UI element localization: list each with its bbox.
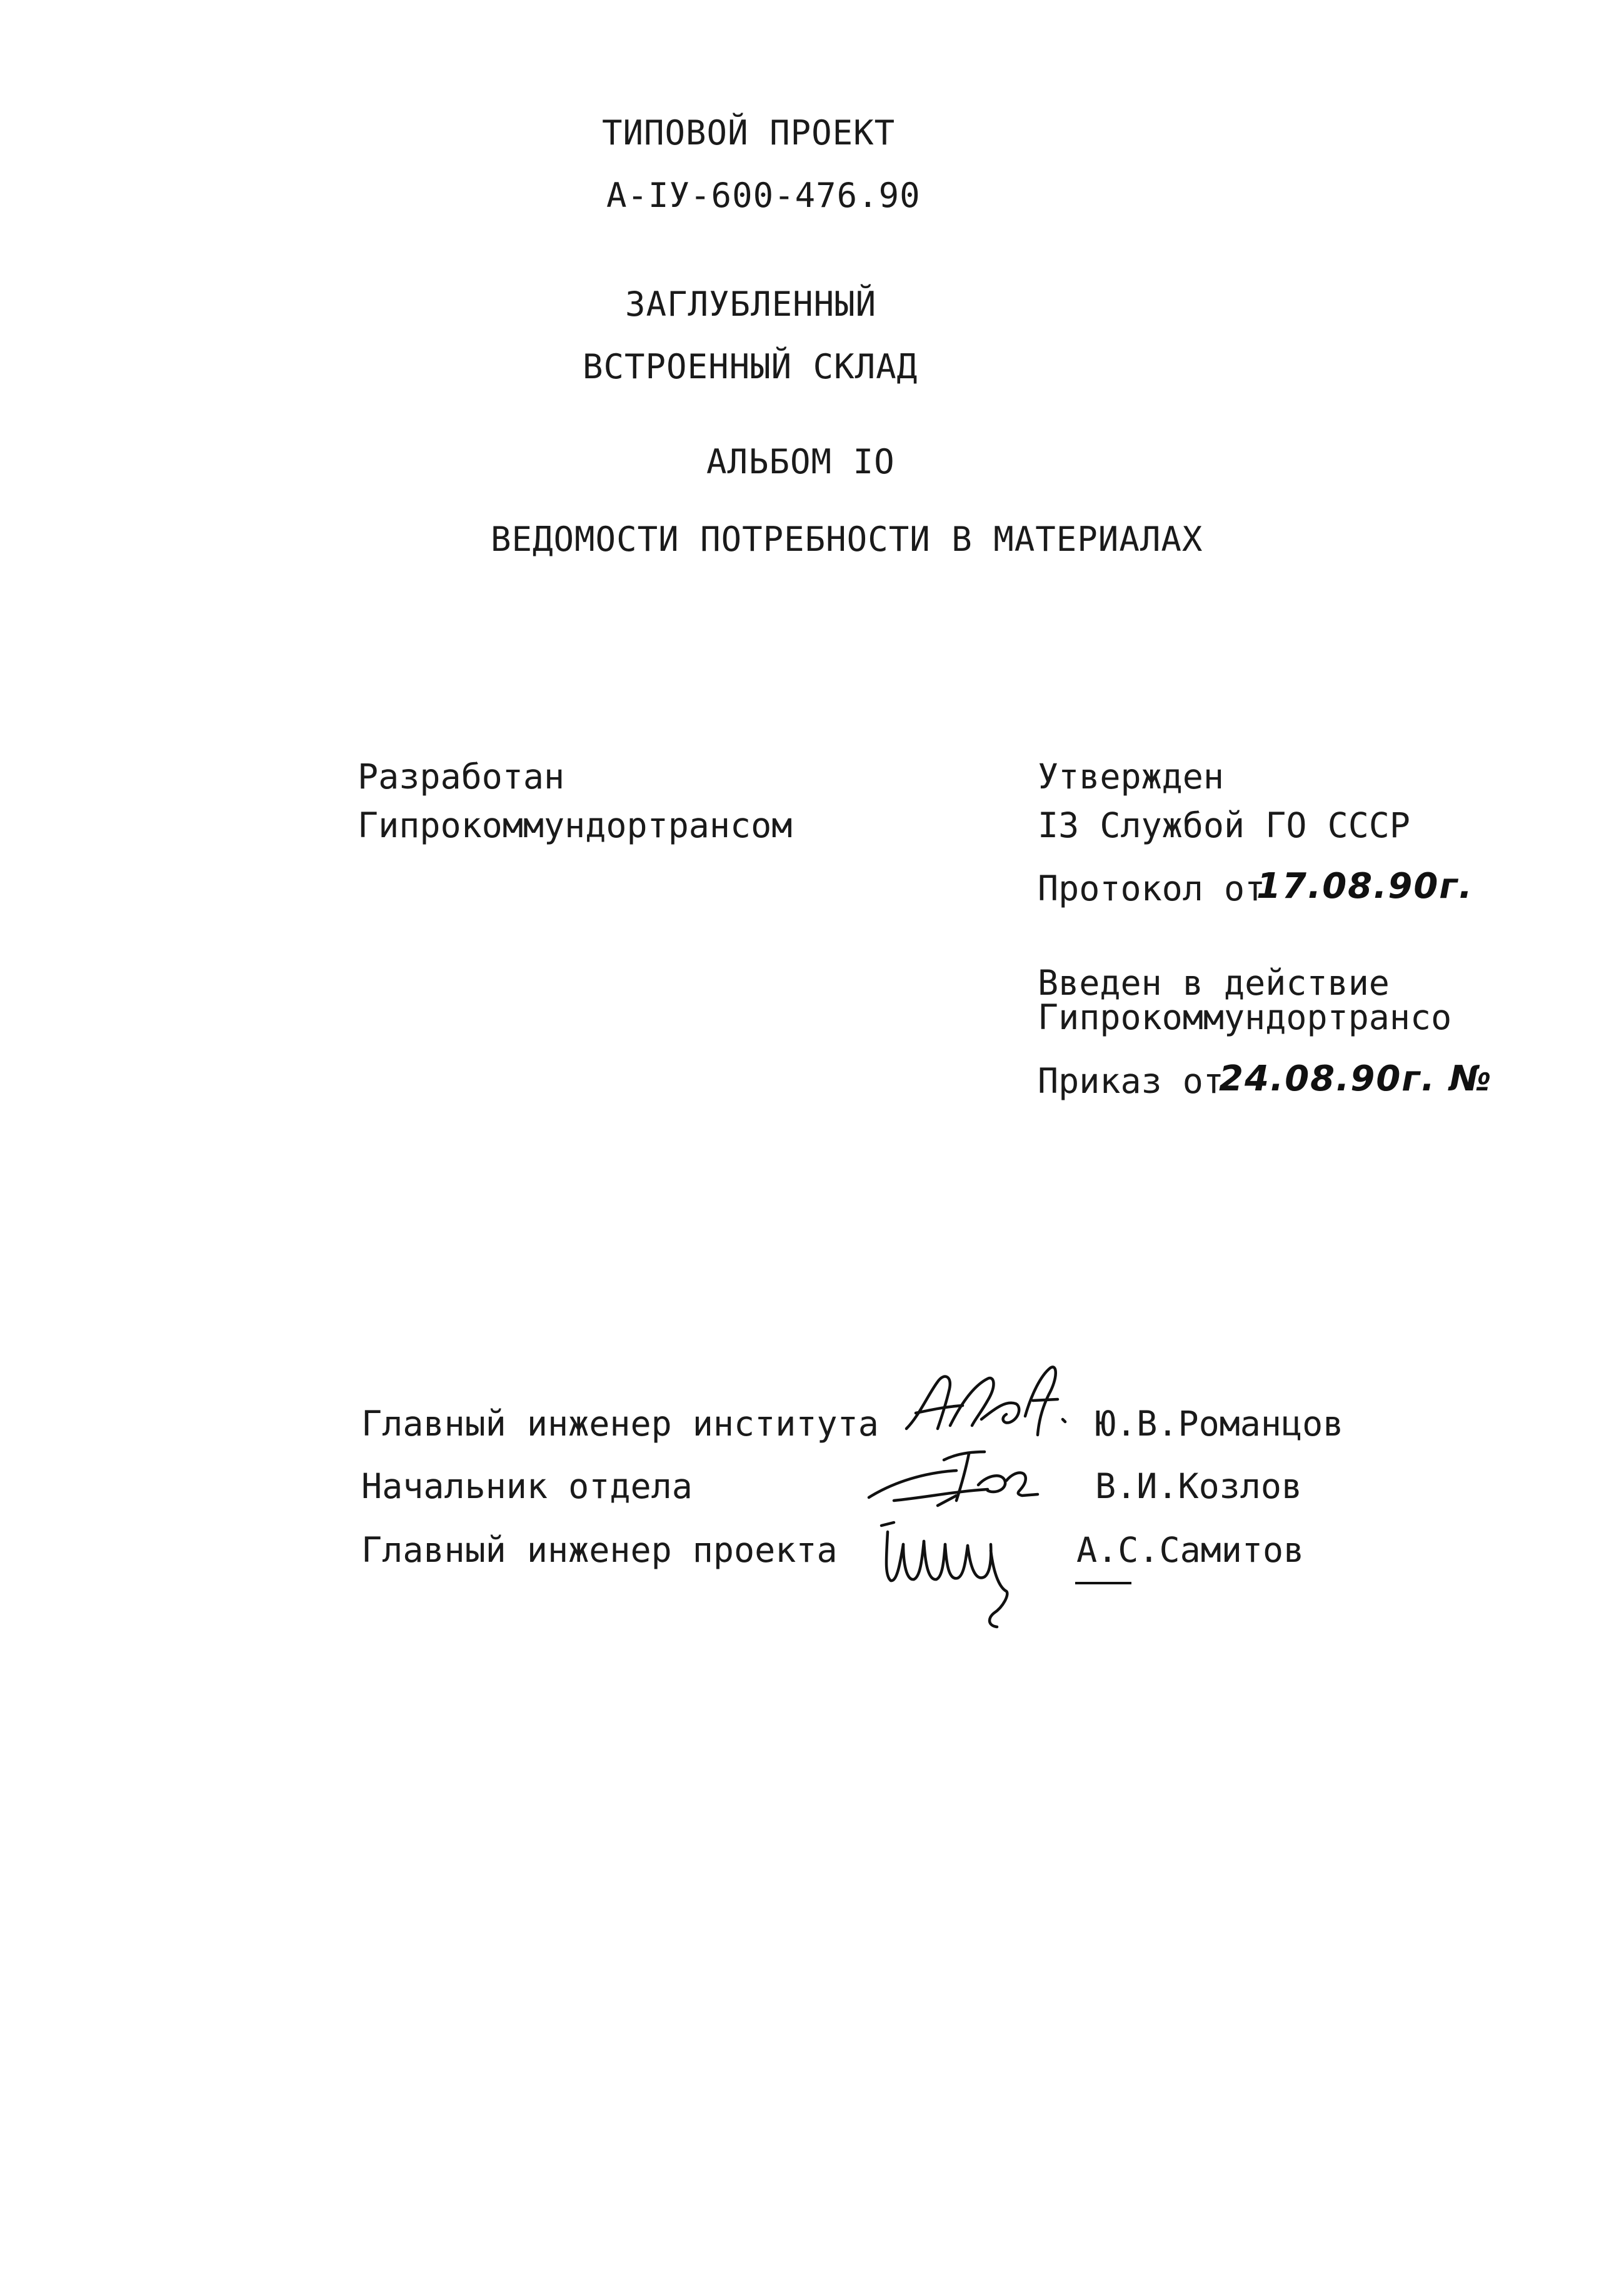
protocol-date: 17.08.90г. [1256, 866, 1473, 907]
order-date: 24.08.90г. № [1219, 1059, 1493, 1099]
signature-1-graphic [894, 1357, 1075, 1444]
signatory-2-position: Начальник отдела [361, 1466, 693, 1506]
approved-label: Утвержден [1038, 757, 1225, 797]
project-code: А-IУ-600-476.90 [606, 176, 921, 215]
protocol-label: Протокол от [1038, 868, 1266, 908]
order-label: Приказ от [1038, 1061, 1225, 1101]
signature-2-graphic [856, 1438, 1044, 1513]
enacted-label: Введен в действие [1038, 963, 1390, 1003]
album-number: АЛЬБОМ IО [706, 442, 895, 481]
object-name-line1: ЗАГЛУБЛЕННЫЙ [625, 284, 877, 324]
signatory-3-position: Главный инженер проекта [361, 1530, 838, 1570]
signatory-3-underline [1075, 1582, 1131, 1584]
signatory-2-name: В.И.Козлов [1095, 1466, 1303, 1506]
developed-org: Гипрокоммундортрансом [358, 805, 793, 845]
signature-3-graphic [869, 1507, 1031, 1632]
signatory-1-name: Ю.В.Романцов [1095, 1404, 1344, 1444]
album-title: ВЕДОМОСТИ ПОТРЕБНОСТИ В МАТЕРИАЛАХ [491, 520, 1203, 559]
object-name-line2: ВСТРОЕННЫЙ СКЛАД [583, 347, 918, 386]
signatory-3-name: А.С.Самитов [1076, 1530, 1305, 1570]
developed-label: Разработан [358, 757, 565, 797]
project-type-heading: ТИПОВОЙ ПРОЕКТ [602, 113, 896, 153]
approved-authority: IЗ Службой ГО СССР [1038, 805, 1411, 845]
enacted-org: Гипрокоммундортрансо [1038, 997, 1452, 1037]
signatory-1-position: Главный инженер института [361, 1404, 879, 1444]
